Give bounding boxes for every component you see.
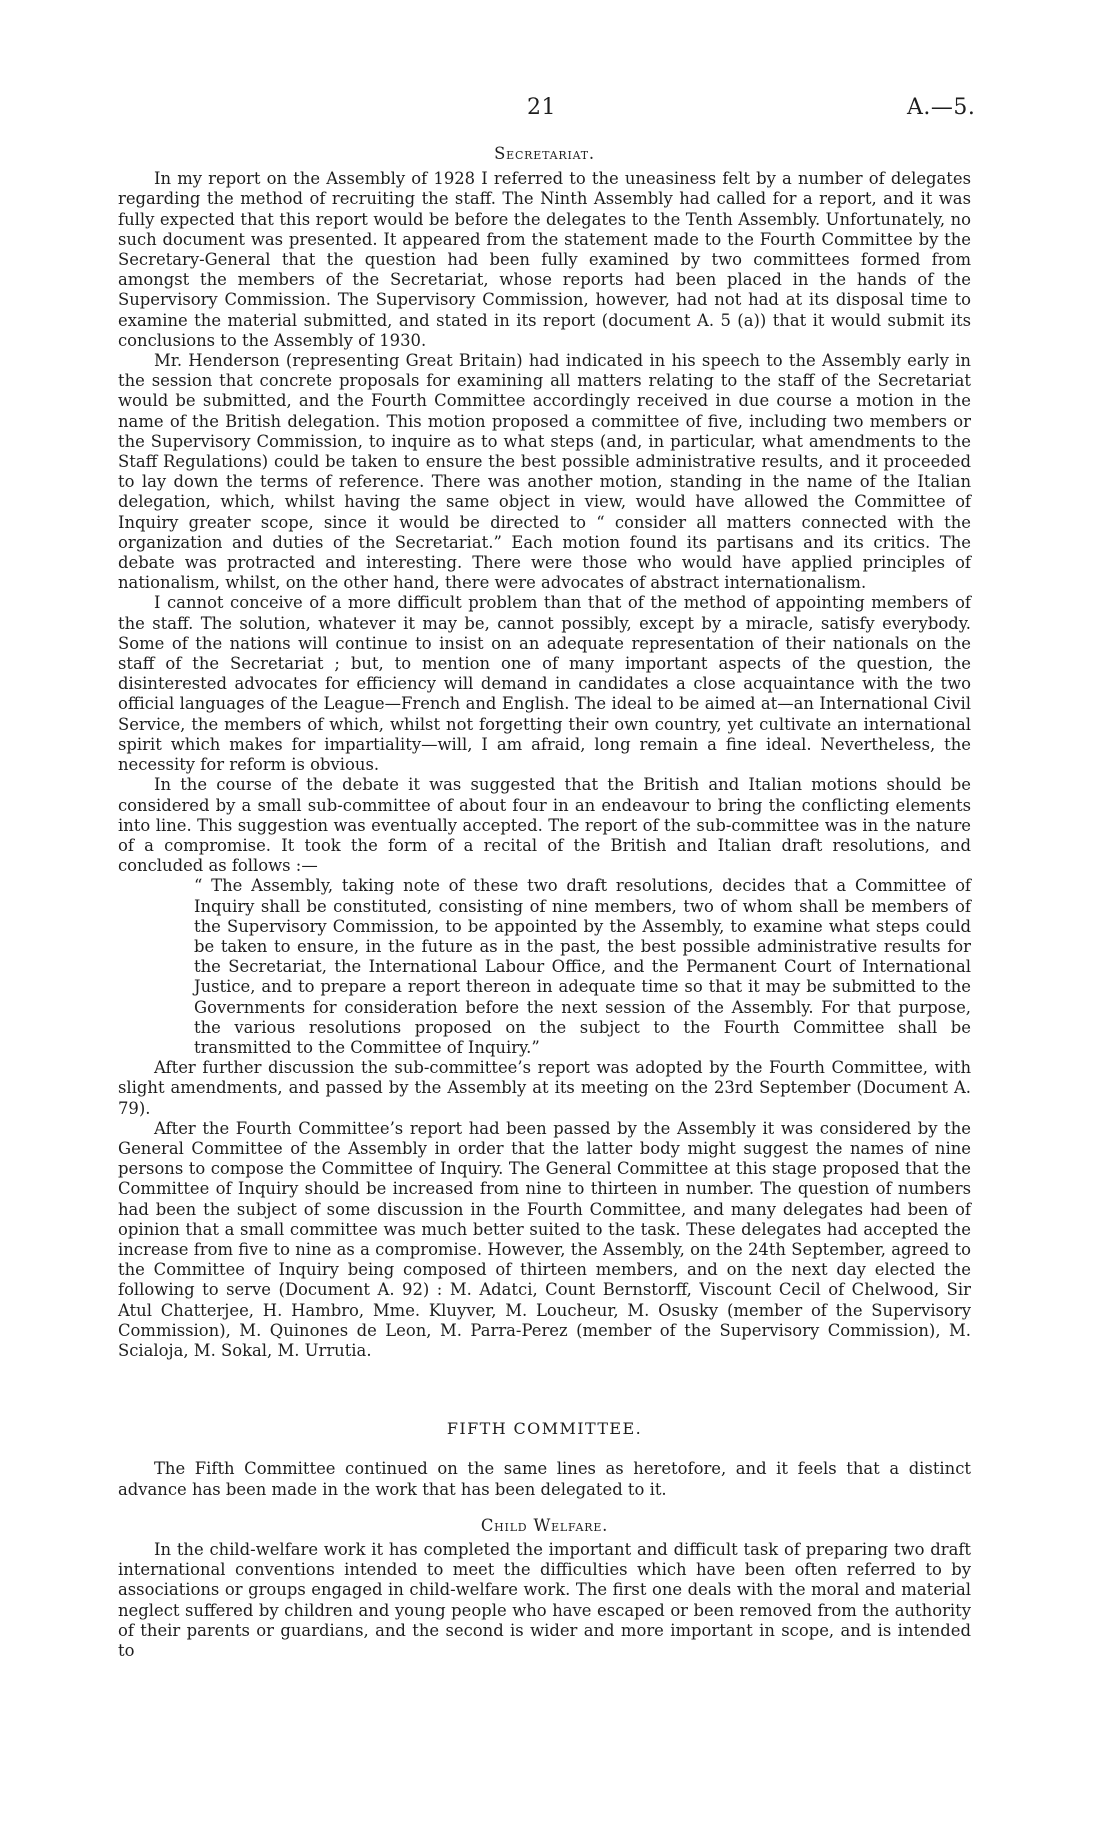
paragraph: The Fifth Committee continued on the same lines as heretofore, and it feels that a distinct advance has been made in the work that has been delegated to it. [118,1459,971,1499]
paragraph: After the Fourth Committee’s report had been passed by the Assembly it was considered by the General Committee of the Assembly in order that the latter body might suggest the names of nine persons to compose the Committee of Inquiry. The General Committee at this stage proposed that the Committee of Inquiry should be increased from nine to thirteen in number. The question of numbers had been the subject of some discussion in the Fourth Committee, and many delegates had been of opinion that a small committee was much better suited to the task. These delegates had accepted the increase from five to nine as a compromise. However, the Assembly, on the 24th September, agreed to the Committee of Inquiry being composed of thirteen members, and on the next day elected the following to serve (Document A. 92) : M. Adatci, Count Bernstorff, Viscount Cecil of Chelwood, Sir Atul Chatterjee, H. Hambro, Mme. Kluyver, M. Loucheur, M. Osusky (member of the Supervisory Commission), M. Quinones de Leon, M. Parra-Perez (member of the Supervisory Commission), M. Scialoja, M. Sokal, M. Urrutia. [118,1118,971,1360]
paragraph: In my report on the Assembly of 1928 I referred to the uneasiness felt by a number of delegates regarding the method of recruiting the staff. The Ninth Assembly had called for a report, and it was fully expected that this report would be before the delegates to the Tenth Assembly. Unfortunately, no such document was presented. It appeared from the statement made to the Fourth Committee by the Secretary-General that the question had been fully examined by two committees formed from amongst the members of the Secretariat, whose reports had been placed in the hands of the Supervisory Commission. The Supervisory Commission, however, had not had at its disposal time to examine the material submitted, and stated in its report (document A. 5 (a)) that it would submit its conclusions to the Assembly of 1930. [118,169,971,350]
paragraph: After further discussion the sub-committee’s report was adopted by the Fourth Committee, with slight amendments, and passed by the Assembly at its meeting on the 23rd September (Document A. 79). [118,1058,971,1118]
document-body [118,144,971,1661]
paragraph: Mr. Henderson (representing Great Britain) had indicated in his speech to the Assembly early in the session that concrete proposals for examining all matters relating to the staff of the Secretariat would be submitted, and the Fourth Committee accordingly received in due course a motion in the name of the British delegation. This motion proposed a committee of five, including two members or the Supervisory Commission, to inquire as to what steps (and, in particular, what amendments to the Staff Regulations) could be taken to ensure the best possible administrative results, and it proceeded to lay down the terms of reference. There was another motion, standing in the name of the Italian delegation, which, whilst having the same object in view, would have allowed the Committee of Inquiry greater scope, since it would be directed to “ consider all matters connected with the organization and duties of the Secretariat.” Each motion found its partisans and its critics. The debate was protracted and interesting. There were those who would have applied principles of nationalism, whilst, on the other hand, there were advocates of abstract internationalism. [118,351,971,593]
page-number: 21 [527,95,556,120]
paragraph: I cannot conceive of a more difficult problem than that of the method of appointing members of the staff. The solution, whatever it may be, cannot possibly, except by a miracle, satisfy everybody. Some of the nations will continue to insist on an adequate representation of their nationals on the staff of the Secretariat ; but, to mention one of many important aspects of the question, the disinterested advocates for efficiency will demand in candidates a close acquaintance with the two official languages of the League—French and English. The ideal to be aimed at—an International Civil Service, the members of which, whilst not forgetting their own country, yet cultivate an international spirit which makes for impartiality—will, I am afraid, long remain a fine ideal. Nevertheless, the necessity for reform is obvious. [118,593,971,775]
section-heading-secretariat: Secretariat. [494,144,595,163]
document-reference: A.—5. [907,95,976,120]
section-heading-fifth-committee: FIFTH COMMITTEE. [446,1419,643,1439]
section-heading-child-welfare: Child Welfare. [480,1515,609,1535]
paragraph: In the child-welfare work it has completed the important and difficult task of preparing two draft international conventions intended to meet the difficulties which have been often referred to by associations or groups engaged in child-welfare work. The first one deals with the moral and material neglect suffered by children and young people who have escaped or been removed from the authority of their parents or guardians, and the second is wider and more important in scope, and is intended to [118,1540,971,1661]
paragraph: In the course of the debate it was suggested that the British and Italian motions should be considered by a small sub-committee of about four in an endeavour to bring the conflicting elements into line. This suggestion was eventually accepted. The report of the sub-committee was in the nature of a compromise. It took the form of a recital of the British and Italian draft resolutions, and concluded as follows :— [118,775,971,876]
block-quote: “ The Assembly, taking note of these two draft resolutions, decides that a Committee of Inquiry shall be constituted, consisting of nine members, two of whom shall be members of the Supervisory Commission, to be appointed by the Assembly, to examine what steps could be taken to ensure, in the future as in the past, the best possible administrative results for the Secretariat, the International Labour Office, and the Permanent Court of International Justice, and to prepare a report thereon in adequate time so that it may be submitted to the Governments for consideration before the next session of the Assembly. For that purpose, the various resolutions proposed on the subject to the Fourth Committee shall be transmitted to the Committee of Inquiry.” [194,876,971,1057]
